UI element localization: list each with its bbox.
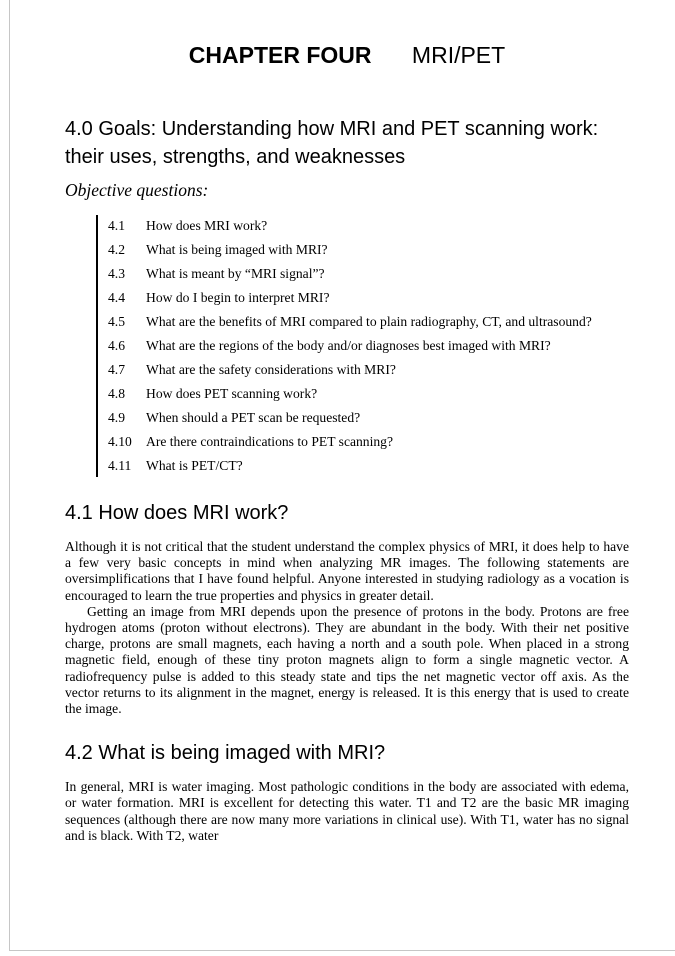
section-4-2-heading: 4.2 What is being imaged with MRI? [65, 742, 386, 765]
question-number: 4.4 [108, 290, 125, 305]
question-text: What is meant by “MRI signal”? [146, 266, 325, 281]
objective-question-row [108, 410, 608, 426]
question-number: 4.5 [108, 314, 125, 329]
objective-question-row [108, 290, 608, 306]
chapter-subject: MRI/PET [411, 42, 506, 68]
section-4-2-paragraph-1: In general, MRI is water imaging. Most pathologic conditions in the body are associated with edema, or water formation. MRI is excellent for detecting this water. T1 and T2 are the basic MR imaging sequences (although there are now many more variations in clinical use). With T1, water has no signal and is black. With T2, water [65, 779, 629, 843]
question-number: 4.7 [108, 362, 125, 377]
section-4-1 [65, 500, 629, 717]
question-number: 4.6 [108, 338, 125, 353]
question-number: 4.9 [108, 410, 125, 425]
question-text: What are the safety considerations with MRI? [146, 362, 396, 377]
objective-question-row [108, 458, 608, 474]
section-4-1-paragraph-1: Although it is not critical that the student understand the complex physics of MRI, it does help to have a few very basic concepts in mind when analyzing MR images. The following statements are oversimplifications that I have found helpful. Anyone interested in studying radiology as a vocation is encouraged to learn the true properties and physics in greater detail. [65, 539, 629, 603]
objective-question-row [108, 386, 608, 402]
question-number: 4.2 [108, 242, 125, 257]
question-text: What are the benefits of MRI compared to plain radiography, CT, and ultrasound? [146, 314, 592, 329]
question-number: 4.11 [108, 458, 132, 473]
objective-questions-list [96, 215, 608, 477]
question-text: What is being imaged with MRI? [146, 242, 328, 257]
objective-questions-label: Objective questions: [65, 180, 209, 200]
objective-question-row [108, 218, 608, 234]
chapter-title: CHAPTER FOUR [188, 42, 372, 68]
question-text: How does PET scanning work? [146, 386, 318, 401]
question-number: 4.3 [108, 266, 125, 281]
question-text: What is PET/CT? [146, 458, 243, 473]
question-text: When should a PET scan be requested? [146, 410, 361, 425]
chapter-header [65, 42, 629, 69]
goals-heading: 4.0 Goals: Understanding how MRI and PET scanning work: their uses, strengths, and weaknesses [65, 118, 599, 168]
question-text: Are there contraindications to PET scanning? [146, 434, 394, 449]
section-4-2 [65, 740, 629, 844]
objective-question-row [108, 362, 608, 378]
question-number: 4.1 [108, 218, 125, 233]
section-4-1-heading: 4.1 How does MRI work? [65, 502, 289, 524]
objective-question-row [108, 338, 608, 354]
objective-question-row [108, 242, 608, 258]
objective-question-row [108, 434, 608, 450]
question-number: 4.10 [108, 434, 132, 449]
document-page [9, 0, 675, 951]
question-text: How does MRI work? [146, 218, 268, 233]
objective-question-row [108, 266, 608, 282]
question-text: What are the regions of the body and/or diagnoses best imaged with MRI? [146, 338, 551, 353]
objective-question-row [108, 314, 608, 330]
question-number: 4.8 [108, 386, 125, 401]
section-4-1-paragraph-2: Getting an image from MRI depends upon the presence of protons in the body. Protons are free hydrogen atoms (proton without electrons). They are abundant in the body. With their net positive charge, protons are small magnets, each having a north and a south pole. When placed in a strong magnetic field, enough of these tiny proton magnets align to form a single magnetic vector. A radiofrequency pulse is added to this steady state and tips the net magnetic vector off axis. As the vector returns to its alignment in the magnet, energy is released. It is this energy that is used to create the image. [65, 603, 629, 717]
question-text: How do I begin to interpret MRI? [146, 290, 330, 305]
